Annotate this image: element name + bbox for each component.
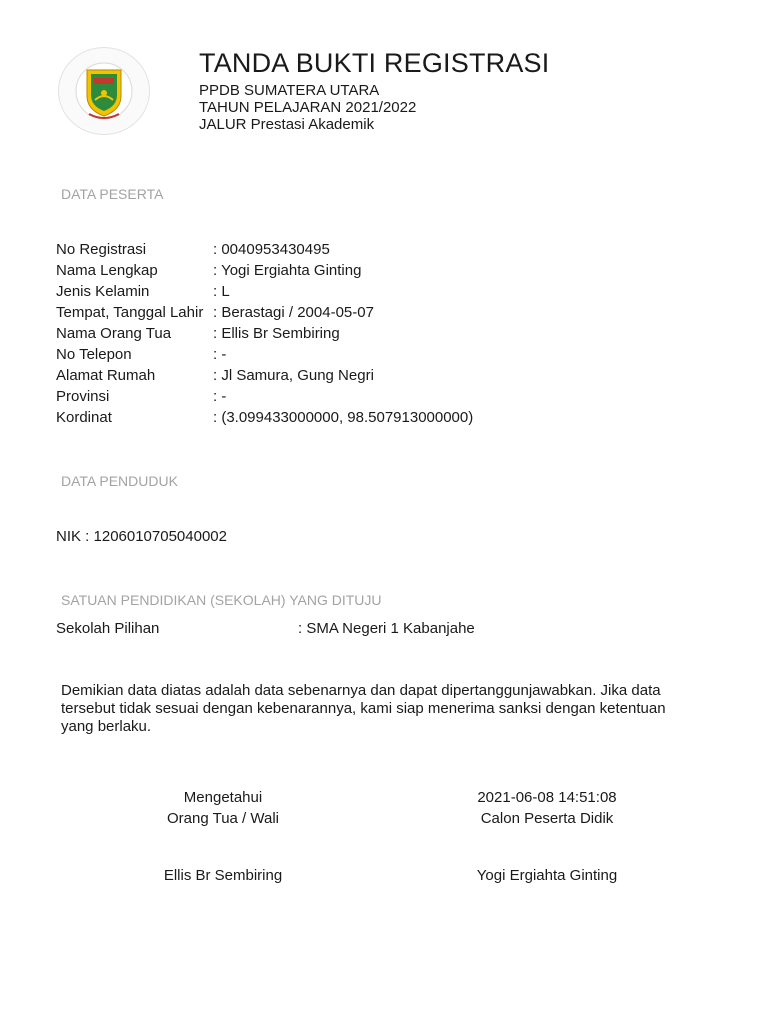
field-value: : Ellis Br Sembiring: [213, 325, 340, 342]
header-line-ppdb: PPDB SUMATERA UTARA: [199, 82, 380, 99]
signature-right-line2: Calon Peserta Didik: [480, 810, 614, 827]
signature-right-name: Yogi Ergiahta Ginting: [476, 867, 618, 884]
field-value: : Yogi Ergiahta Ginting: [213, 262, 362, 279]
field-value: : (3.099433000000, 98.507913000000): [213, 409, 474, 426]
field-label: No Telepon: [56, 346, 132, 363]
field-label: No Registrasi: [56, 241, 147, 258]
nik-value: NIK : 1206010705040002: [56, 528, 227, 545]
document-title: TANDA BUKTI REGISTRASI: [199, 48, 550, 78]
field-label: Jenis Kelamin: [56, 283, 150, 300]
field-value: : Berastagi / 2004-05-07: [213, 304, 374, 321]
section-heading-peserta: DATA PESERTA: [61, 186, 164, 202]
field-label: Nama Lengkap: [56, 262, 158, 279]
field-value: : SMA Negeri 1 Kabanjahe: [298, 620, 475, 637]
header-line-jalur: JALUR Prestasi Akademik: [199, 116, 375, 133]
signature-right-datetime: 2021-06-08 14:51:08: [477, 789, 617, 806]
provincial-emblem-icon: [58, 47, 150, 135]
field-label: Provinsi: [56, 388, 110, 405]
signature-left-name: Ellis Br Sembiring: [163, 867, 283, 884]
field-value: : -: [213, 346, 227, 363]
field-label: Sekolah Pilihan: [56, 620, 160, 637]
field-label: Nama Orang Tua: [56, 325, 172, 342]
section-heading-penduduk: DATA PENDUDUK: [61, 473, 178, 489]
field-value: : L: [213, 283, 230, 300]
signature-left-line2: Orang Tua / Wali: [167, 810, 279, 827]
field-value: : -: [213, 388, 227, 405]
statement-paragraph: Demikian data diatas adalah data sebenarnya dan dapat dipertanggunjawabkan. Jika data tersebut tidak sesuai dengan kebenarannya, kami siap menerima sanksi dengan ketentuan yang berlaku.: [61, 682, 666, 735]
field-value: : 0040953430495: [213, 241, 330, 258]
field-label: Tempat, Tanggal Lahir: [56, 304, 204, 321]
signature-left-line1: Mengetahui: [183, 789, 263, 806]
header-line-tahun: TAHUN PELAJARAN 2021/2022: [199, 99, 417, 116]
field-value: : Jl Samura, Gung Negri: [213, 367, 374, 384]
section-heading-sekolah: SATUAN PENDIDIKAN (SEKOLAH) YANG DITUJU: [61, 592, 382, 608]
field-label: Alamat Rumah: [56, 367, 156, 384]
field-label: Kordinat: [56, 409, 112, 426]
